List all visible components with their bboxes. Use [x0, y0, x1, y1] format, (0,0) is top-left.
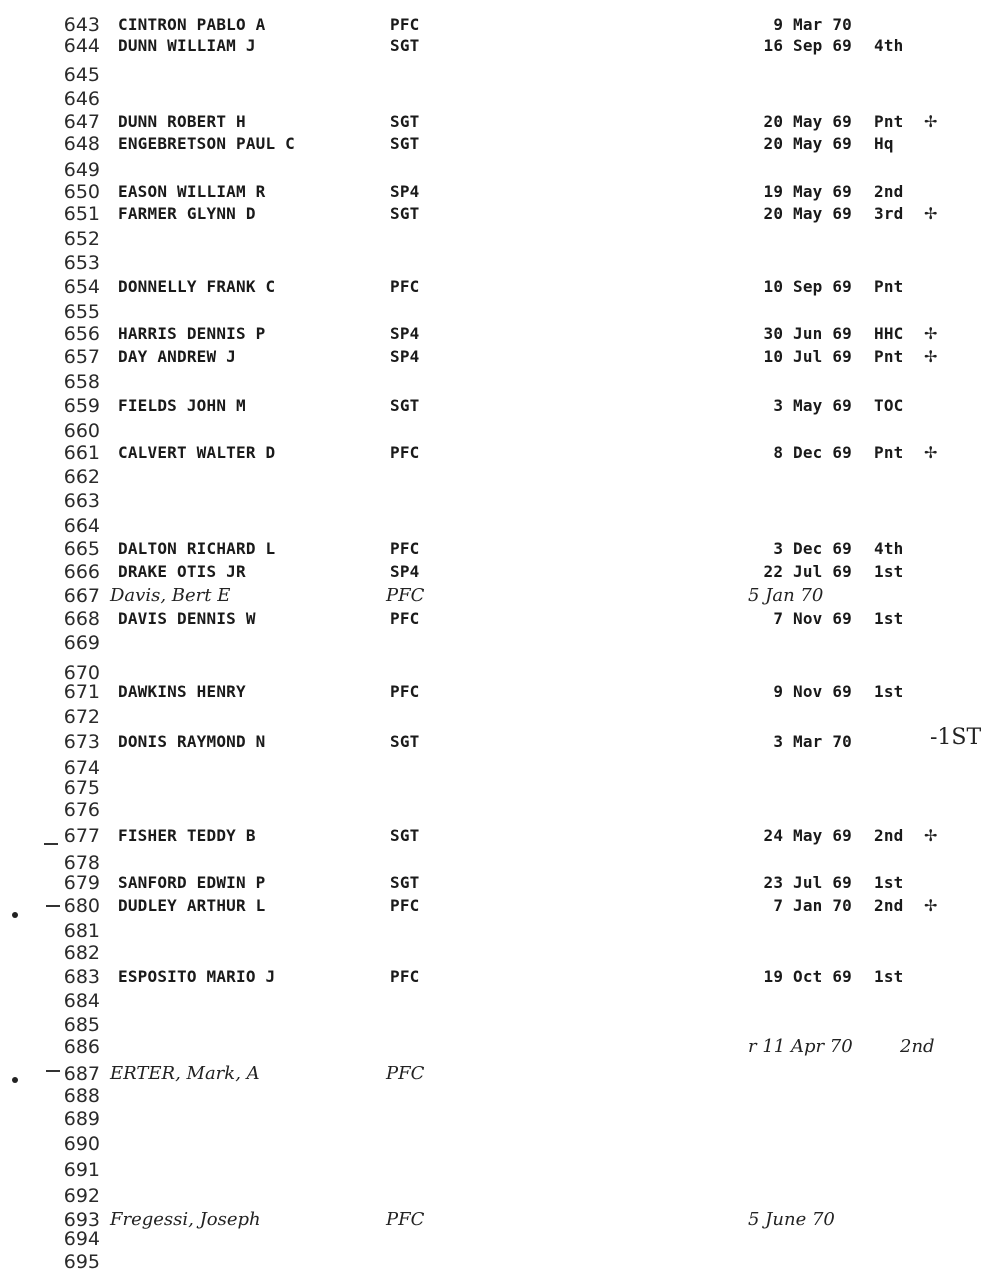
entry-date: 30 Jun 69 — [763, 324, 852, 343]
entry-rank: PFC — [390, 609, 420, 628]
line-number: 668 — [63, 608, 100, 630]
entry-rank: PFC — [390, 682, 420, 701]
line-number: 643 — [63, 14, 100, 36]
margin-note: -1ST — [930, 725, 982, 750]
entry-unit: 1st — [874, 967, 904, 986]
entry-unit: Pnt — [874, 443, 904, 462]
entry-unit: 4th — [874, 539, 904, 558]
entry-rank: PFC — [390, 896, 420, 915]
line-number: 658 — [63, 371, 100, 393]
entry-date: 24 May 69 — [763, 826, 852, 845]
entry-name: FIELDS JOHN M — [118, 396, 246, 415]
entry-date: 8 Dec 69 — [773, 443, 852, 462]
entry-rank: SP4 — [390, 562, 420, 581]
entry-date: 20 May 69 — [763, 112, 852, 131]
entry-rank: SGT — [390, 112, 420, 131]
entry-unit: Pnt — [874, 112, 904, 131]
entry-rank: SGT — [390, 204, 420, 223]
entry-date: 23 Jul 69 — [763, 873, 852, 892]
line-number: 685 — [63, 1014, 100, 1036]
line-number: 650 — [63, 181, 100, 203]
entry-name: ESPOSITO MARIO J — [118, 967, 276, 986]
line-number: 661 — [63, 442, 100, 464]
entry-date: 7 Nov 69 — [773, 609, 852, 628]
entry-unit: HHC — [874, 324, 904, 343]
entry-unit: 1st — [874, 873, 904, 892]
entry-name: CINTRON PABLO A — [118, 15, 266, 34]
line-number: 654 — [63, 276, 100, 298]
line-number: 680 — [63, 895, 100, 917]
line-number: 659 — [63, 395, 100, 417]
line-number: 646 — [63, 88, 100, 110]
line-number: 681 — [63, 920, 100, 942]
line-number: 648 — [63, 133, 100, 155]
line-number: 693 — [63, 1209, 100, 1231]
entry-rank: SGT — [390, 134, 420, 153]
line-number: 695 — [63, 1251, 100, 1273]
line-number: 652 — [63, 228, 100, 250]
margin-tick — [44, 843, 58, 845]
line-number: 679 — [63, 872, 100, 894]
entry-unit: TOC — [874, 396, 904, 415]
entry-date: 22 Jul 69 — [763, 562, 852, 581]
entry-name: HARRIS DENNIS P — [118, 324, 266, 343]
entry-unit: 2nd — [874, 826, 904, 845]
entry-unit: Pnt — [874, 347, 904, 366]
entry-name: FARMER GLYNN D — [118, 204, 256, 223]
line-number: 673 — [63, 731, 100, 753]
entry-date: 3 May 69 — [773, 396, 852, 415]
cross-mark: ✢ — [924, 324, 938, 343]
line-number: 663 — [63, 490, 100, 512]
entry-date-handwritten: 5 Jan 70 — [748, 585, 824, 606]
line-number: 677 — [63, 825, 100, 847]
margin-dot — [12, 1077, 18, 1083]
entry-unit-handwritten: 2nd — [900, 1036, 935, 1057]
line-number: 672 — [63, 706, 100, 728]
entry-name: ENGEBRETSON PAUL C — [118, 134, 295, 153]
line-number: 666 — [63, 561, 100, 583]
entry-name: DONIS RAYMOND N — [118, 732, 266, 751]
entry-date: 19 Oct 69 — [763, 967, 852, 986]
entry-name: DAY ANDREW J — [118, 347, 236, 366]
entry-rank: SGT — [390, 873, 420, 892]
entry-date: 9 Nov 69 — [773, 682, 852, 701]
line-number: 647 — [63, 111, 100, 133]
line-number: 665 — [63, 538, 100, 560]
line-number: 655 — [63, 301, 100, 323]
line-number: 678 — [63, 852, 100, 874]
entry-name-handwritten: ERTER, Mark, A — [110, 1063, 260, 1084]
entry-date: 16 Sep 69 — [763, 36, 852, 55]
line-number: 688 — [63, 1085, 100, 1107]
line-number: 664 — [63, 515, 100, 537]
entry-rank-handwritten: PFC — [386, 1063, 425, 1084]
entry-name-handwritten: Fregessi, Joseph — [110, 1209, 261, 1230]
line-number: 674 — [63, 757, 100, 779]
line-number: 686 — [63, 1036, 100, 1058]
line-number: 684 — [63, 990, 100, 1012]
entry-date: 20 May 69 — [763, 134, 852, 153]
line-number: 653 — [63, 252, 100, 274]
entry-rank: SP4 — [390, 347, 420, 366]
margin-tick — [46, 905, 60, 907]
entry-unit: Pnt — [874, 277, 904, 296]
entry-date: 9 Mar 70 — [773, 15, 852, 34]
line-number: 675 — [63, 777, 100, 799]
entry-name: EASON WILLIAM R — [118, 182, 266, 201]
entry-rank-handwritten: PFC — [386, 585, 425, 606]
entry-date: 10 Jul 69 — [763, 347, 852, 366]
line-number: 657 — [63, 346, 100, 368]
entry-date: 7 Jan 70 — [773, 896, 852, 915]
entry-name: DUNN WILLIAM J — [118, 36, 256, 55]
entry-rank: PFC — [390, 539, 420, 558]
line-number: 676 — [63, 799, 100, 821]
line-number: 683 — [63, 966, 100, 988]
line-number: 682 — [63, 942, 100, 964]
entry-name: DUDLEY ARTHUR L — [118, 896, 266, 915]
entry-date: 3 Mar 70 — [773, 732, 852, 751]
entry-unit: 1st — [874, 562, 904, 581]
entry-rank: PFC — [390, 967, 420, 986]
cross-mark: ✢ — [924, 112, 938, 131]
entry-unit: 2nd — [874, 896, 904, 915]
entry-name: FISHER TEDDY B — [118, 826, 256, 845]
cross-mark: ✢ — [924, 347, 938, 366]
line-number: 644 — [63, 35, 100, 57]
entry-date-handwritten: r 11 Apr 70 — [748, 1036, 853, 1057]
entry-date: 20 May 69 — [763, 204, 852, 223]
entry-rank: PFC — [390, 15, 420, 34]
line-number: 687 — [63, 1063, 100, 1085]
entry-name: DAWKINS HENRY — [118, 682, 246, 701]
entry-date: 3 Dec 69 — [773, 539, 852, 558]
entry-name: SANFORD EDWIN P — [118, 873, 266, 892]
entry-rank: SGT — [390, 36, 420, 55]
line-number: 651 — [63, 203, 100, 225]
entry-rank: SGT — [390, 826, 420, 845]
margin-dot — [12, 912, 18, 918]
entry-name-handwritten: Davis, Bert E — [110, 585, 231, 606]
entry-date-handwritten: 5 June 70 — [748, 1209, 835, 1230]
line-number: 691 — [63, 1159, 100, 1181]
entry-unit: 2nd — [874, 182, 904, 201]
entry-rank: PFC — [390, 277, 420, 296]
cross-mark: ✢ — [924, 443, 938, 462]
line-number: 690 — [63, 1133, 100, 1155]
entry-unit: 1st — [874, 682, 904, 701]
entry-rank: PFC — [390, 443, 420, 462]
line-number: 694 — [63, 1228, 100, 1250]
entry-rank: SP4 — [390, 182, 420, 201]
entry-date: 10 Sep 69 — [763, 277, 852, 296]
entry-unit: 3rd — [874, 204, 904, 223]
entry-rank: SGT — [390, 396, 420, 415]
line-number: 689 — [63, 1108, 100, 1130]
entry-unit: 4th — [874, 36, 904, 55]
entry-unit: Hq — [874, 134, 894, 153]
line-number: 671 — [63, 681, 100, 703]
line-number: 645 — [63, 64, 100, 86]
margin-tick — [46, 1070, 60, 1072]
entry-rank: SP4 — [390, 324, 420, 343]
entry-name: DRAKE OTIS JR — [118, 562, 246, 581]
entry-date: 19 May 69 — [763, 182, 852, 201]
entry-name: DONNELLY FRANK C — [118, 277, 276, 296]
line-number: 692 — [63, 1185, 100, 1207]
line-number: 660 — [63, 420, 100, 442]
line-number: 649 — [63, 159, 100, 181]
entry-name: DUNN ROBERT H — [118, 112, 246, 131]
entry-rank: SGT — [390, 732, 420, 751]
cross-mark: ✢ — [924, 826, 938, 845]
line-number: 670 — [63, 662, 100, 684]
entry-rank-handwritten: PFC — [386, 1209, 425, 1230]
cross-mark: ✢ — [924, 204, 938, 223]
entry-name: DALTON RICHARD L — [118, 539, 276, 558]
line-number: 669 — [63, 632, 100, 654]
entry-name: DAVIS DENNIS W — [118, 609, 256, 628]
line-number: 662 — [63, 466, 100, 488]
line-number: 667 — [63, 585, 100, 607]
line-number: 656 — [63, 323, 100, 345]
cross-mark: ✢ — [924, 896, 938, 915]
entry-unit: 1st — [874, 609, 904, 628]
entry-name: CALVERT WALTER D — [118, 443, 276, 462]
